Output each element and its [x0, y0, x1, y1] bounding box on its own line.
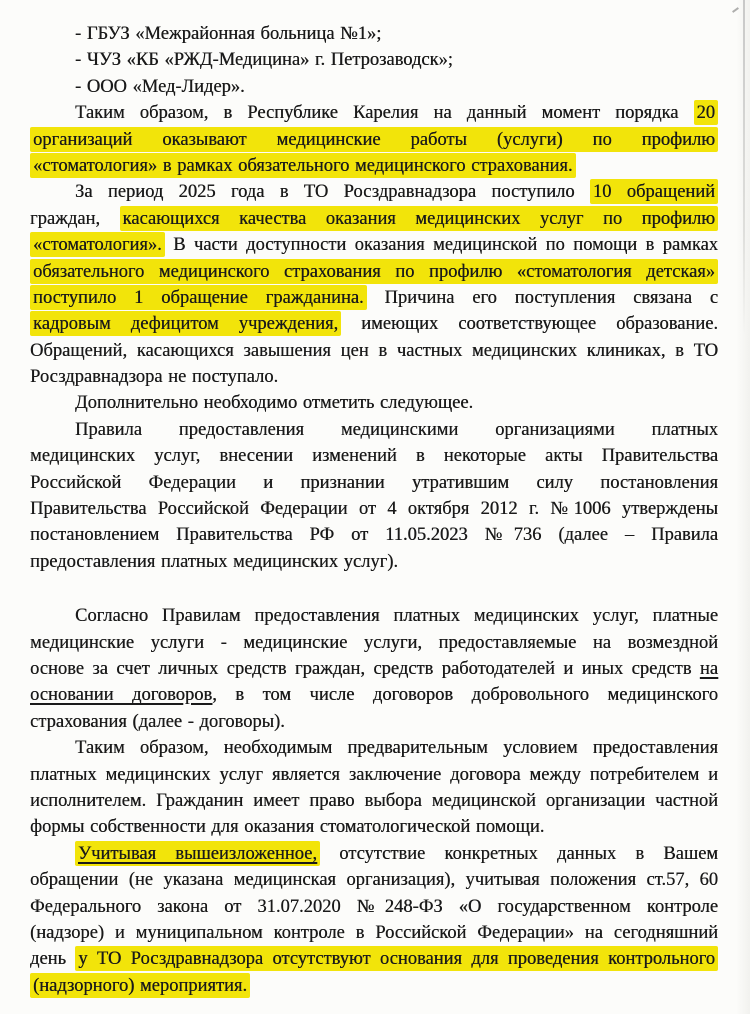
document-line: [30, 285, 718, 311]
scan-edge-line-artifact: [743, 0, 745, 335]
document-line: [30, 709, 718, 735]
document-line: [30, 21, 718, 47]
document-line: [30, 788, 718, 814]
text-segment: Росздравнадзора не поступало.: [30, 367, 279, 388]
highlighted-text: у ТО Росздравнадзора отсутствуют основания для проведения контрольного: [75, 946, 718, 971]
highlighted-text: 10 обращений: [590, 179, 718, 204]
text-segment: страхования (далее - договоры).: [30, 711, 285, 732]
text-segment: медицинские услуги - медицинские услуги, предоставляемые на возмездной: [30, 632, 718, 653]
document-line: [30, 682, 718, 708]
text-segment: - ЧУЗ «КБ «РЖД-Медицина» г. Петрозаводск»;: [75, 50, 453, 71]
document-line: [30, 603, 718, 629]
document-line: [30, 549, 718, 575]
document-line: [30, 841, 718, 867]
text-segment: Федерального закона от 31.07.2020 №248-ФЗ «О государственном контроле: [30, 896, 718, 917]
underlined-text: основании договоров: [30, 685, 213, 706]
text-segment: основе за счет личных средств граждан, средств работодателей и иных средств: [30, 658, 700, 679]
document-line: [30, 762, 718, 788]
document-line: [30, 206, 718, 232]
document-line: [30, 656, 718, 682]
document-line: [30, 100, 718, 126]
highlighted-text: обязательного медицинского страхования по профилю «стоматология детская»: [30, 259, 718, 284]
document-line: [30, 630, 718, 656]
text-segment: формы собственности для оказания стоматологической помощи.: [30, 817, 545, 838]
document-line: [30, 364, 718, 390]
document-line: [30, 973, 718, 999]
text-segment: Дополнительно необходимо отметить следующее.: [75, 393, 474, 414]
section-conclusion: [30, 735, 718, 999]
text-segment: день: [30, 949, 76, 970]
text-segment: платных медицинских услуг является заключение договора между потребителем и: [30, 764, 718, 785]
text-segment: За период 2025 года в ТО Росздравнадзора поступило: [75, 182, 590, 203]
highlighted-text: поступило 1 обращение гражданина.: [30, 285, 367, 310]
text-segment: граждан,: [30, 208, 120, 229]
document-line: [30, 522, 718, 548]
text-segment: Правительства Российской Федерации от 4 октября 2012 г. №1006 утверждены: [30, 499, 718, 520]
document-line: [30, 232, 718, 258]
highlighted-text: организаций оказывают медицинские работы (услуги) по профилю: [30, 127, 718, 152]
highlighted-text: кадровым дефицитом учреждения,: [30, 311, 341, 336]
highlighted-text: 20: [694, 100, 719, 125]
text-segment: - ООО «Мед-Лидер».: [75, 76, 245, 97]
section-paid-services-rules: [30, 603, 718, 735]
highlighted-text: «стоматология».: [30, 232, 165, 257]
text-segment: обращении (не указана медицинская организация), учитывая положения ст.57, 60: [30, 870, 718, 891]
text-segment: Согласно Правилам предоставления платных медицинских услуг, платные: [75, 606, 718, 627]
text-segment: медицинских услуг, внесении изменений в некоторые акты Правительства: [30, 446, 718, 467]
scan-mark-artifact: [732, 7, 739, 13]
text-segment: В части доступности оказания медицинской по помощи в рамках: [164, 235, 718, 256]
document-body: [30, 21, 718, 999]
text-segment: Таким образом, необходимым предварительным условием предоставления: [75, 738, 718, 759]
highlighted-text: касающихся качества оказания медицинских услуг по профилю: [120, 206, 718, 231]
text-segment: исполнителем. Гражданин имеет право выбора медицинской организации частной: [30, 790, 718, 811]
highlighted-text: (надзорного) мероприятия.: [30, 973, 250, 998]
document-line: [30, 338, 718, 364]
document-line: [30, 735, 718, 761]
document-line: [30, 496, 718, 522]
text-segment: Правила предоставления медицинскими организациями платных: [75, 419, 718, 440]
document-line: [30, 179, 718, 205]
text-segment: Причина его поступления связана с: [366, 287, 719, 308]
document-line: [30, 259, 718, 285]
document-line: [30, 74, 718, 100]
text-segment: постановлением Правительства РФ от 11.05.2023 №736 (далее – Правила: [30, 525, 718, 546]
document-line: [30, 867, 718, 893]
text-segment: - ГБУЗ «Межрайонная больница №1»;: [75, 24, 382, 44]
section-overview: [30, 21, 718, 575]
text-segment: Российской Федерации и признании утратившим силу постановления: [30, 472, 718, 493]
text-segment: , в том числе договоров добровольного медицинского: [212, 685, 719, 706]
text-segment: Таким образом, в Республике Карелия на данный момент порядка: [75, 103, 694, 124]
text-segment: (надзоре) и муниципальном контроле в Российской Федерации» на сегодняшний: [30, 922, 718, 943]
document-line: [30, 153, 718, 179]
document-line: [30, 920, 718, 946]
document-line: [30, 417, 718, 443]
highlighted-text: Учитывая вышеизложенное,: [75, 841, 320, 866]
text-segment: Обращений, касающихся завышения цен в частных медицинских клиниках, в ТО: [30, 340, 718, 361]
document-line: [30, 470, 718, 496]
document-line: [30, 47, 718, 73]
text-segment: предоставления платных медицинских услуг).: [30, 551, 398, 572]
document-line: [30, 390, 718, 416]
highlighted-text: «стоматология» в рамках обязательного медицинского страхования.: [30, 153, 576, 178]
document-line: [30, 127, 718, 153]
document-line: [30, 443, 718, 469]
text-segment: отсутствие конкретных данных в Вашем: [319, 843, 718, 864]
text-segment: имеющих соответствующее образование.: [341, 314, 718, 335]
document-line: [30, 946, 718, 972]
document-line: [30, 894, 718, 920]
document-line: [30, 311, 718, 337]
underlined-text: на: [699, 658, 718, 679]
document-line: [30, 814, 718, 840]
